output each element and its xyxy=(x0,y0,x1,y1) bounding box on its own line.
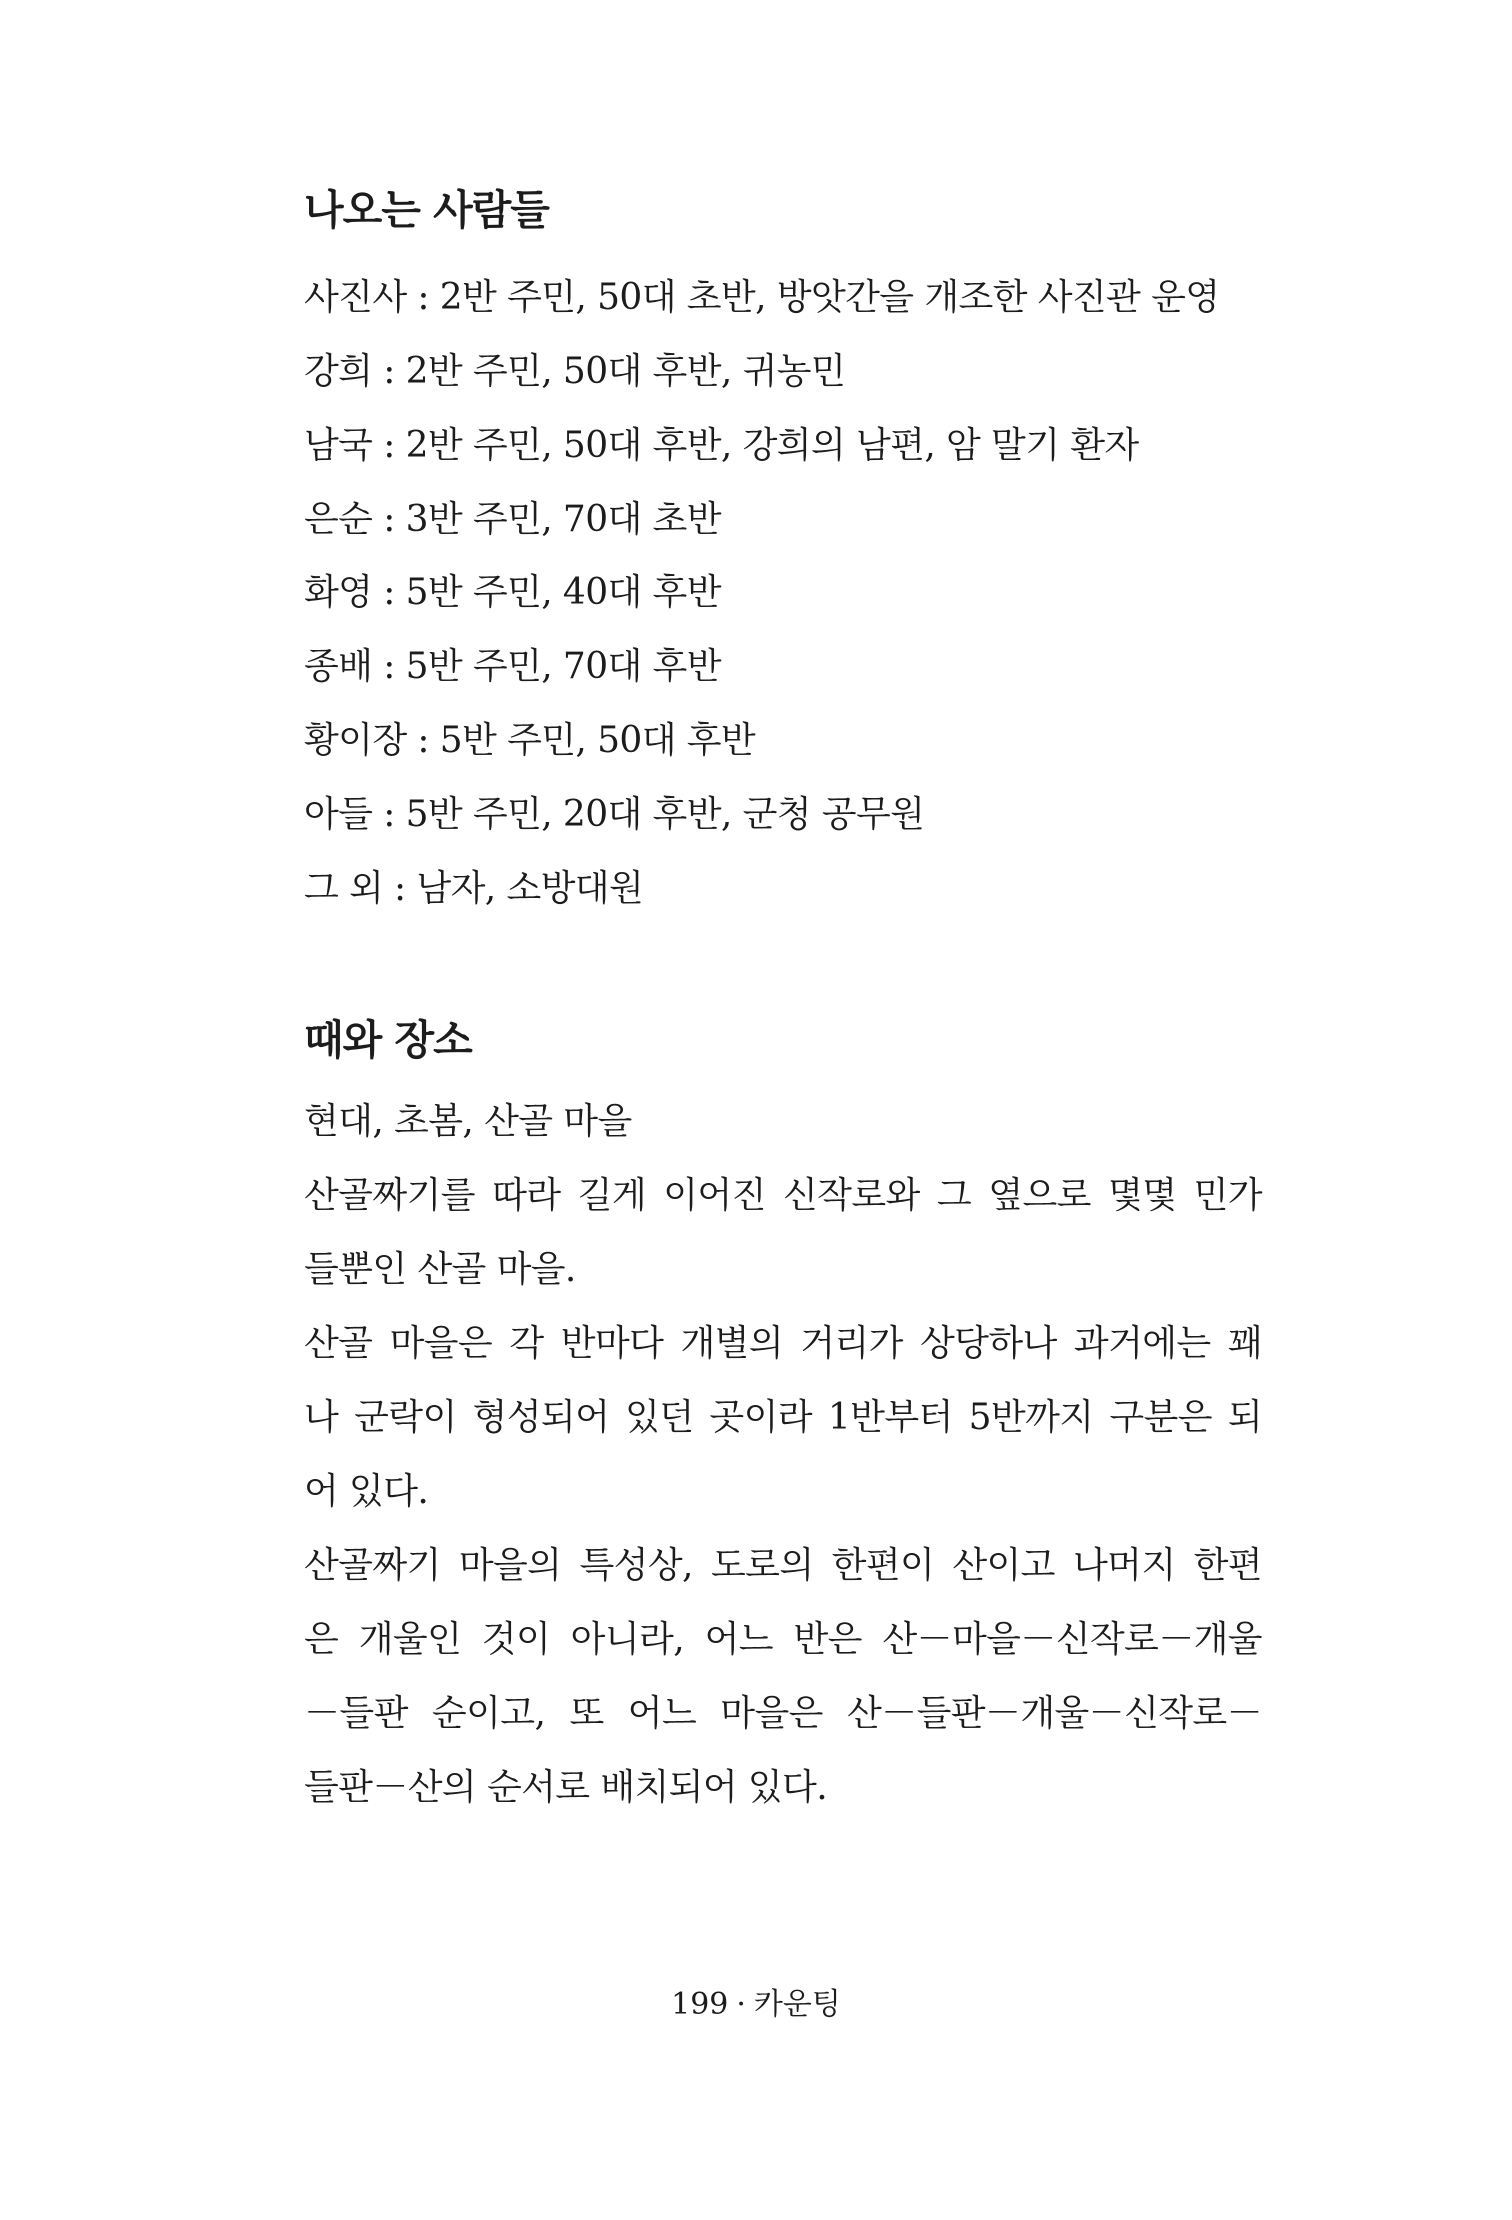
setting-line: 현대, 초봄, 산골 마을 xyxy=(304,1101,632,1142)
setting-line: 들뿐인 산골 마을. xyxy=(304,1249,576,1290)
footer-separator: · xyxy=(736,1987,746,2022)
character-line: 남국 : 2반 주민, 50대 후반, 강희의 남편, 암 말기 환자 xyxy=(304,425,1139,466)
setting-line: －들판 순이고, 또 어느 마을은 산－들판－개울－신작로－ xyxy=(304,1693,1262,1734)
page-number: 199 xyxy=(671,1987,729,2022)
character-line: 화영 : 5반 주민, 40대 후반 xyxy=(304,572,721,613)
setting-line: 산골짜기 마을의 특성상, 도로의 한편이 산이고 나머지 한편 xyxy=(304,1545,1262,1586)
setting-line: 산골짜기를 따라 길게 이어진 신작로와 그 옆으로 몇몇 민가 xyxy=(304,1175,1262,1216)
character-line: 황이장 : 5반 주민, 50대 후반 xyxy=(304,720,756,761)
setting-line: 들판－산의 순서로 배치되어 있다. xyxy=(304,1767,828,1808)
page-footer xyxy=(0,1983,1512,2027)
characters-heading: 나오는 사람들 xyxy=(304,186,549,234)
setting-heading: 때와 장소 xyxy=(304,1016,472,1064)
character-line: 아들 : 5반 주민, 20대 후반, 군청 공무원 xyxy=(304,794,925,835)
character-line: 은순 : 3반 주민, 70대 초반 xyxy=(304,499,721,540)
setting-line: 어 있다. xyxy=(304,1471,429,1512)
setting-line: 은 개울인 것이 아니라, 어느 반은 산－마을－신작로－개울 xyxy=(304,1619,1262,1660)
setting-line: 나 군락이 형성되어 있던 곳이라 1반부터 5반까지 구분은 되 xyxy=(304,1397,1262,1438)
setting-line: 산골 마을은 각 반마다 개별의 거리가 상당하나 과거에는 꽤 xyxy=(304,1323,1262,1364)
character-line: 그 외 : 남자, 소방대원 xyxy=(304,868,644,909)
character-line: 사진사 : 2반 주민, 50대 초반, 방앗간을 개조한 사진관 운영 xyxy=(304,277,1220,318)
running-title: 카운팅 xyxy=(753,1987,841,2022)
character-line: 종배 : 5반 주민, 70대 후반 xyxy=(304,646,721,687)
character-line: 강희 : 2반 주민, 50대 후반, 귀농민 xyxy=(304,351,846,392)
